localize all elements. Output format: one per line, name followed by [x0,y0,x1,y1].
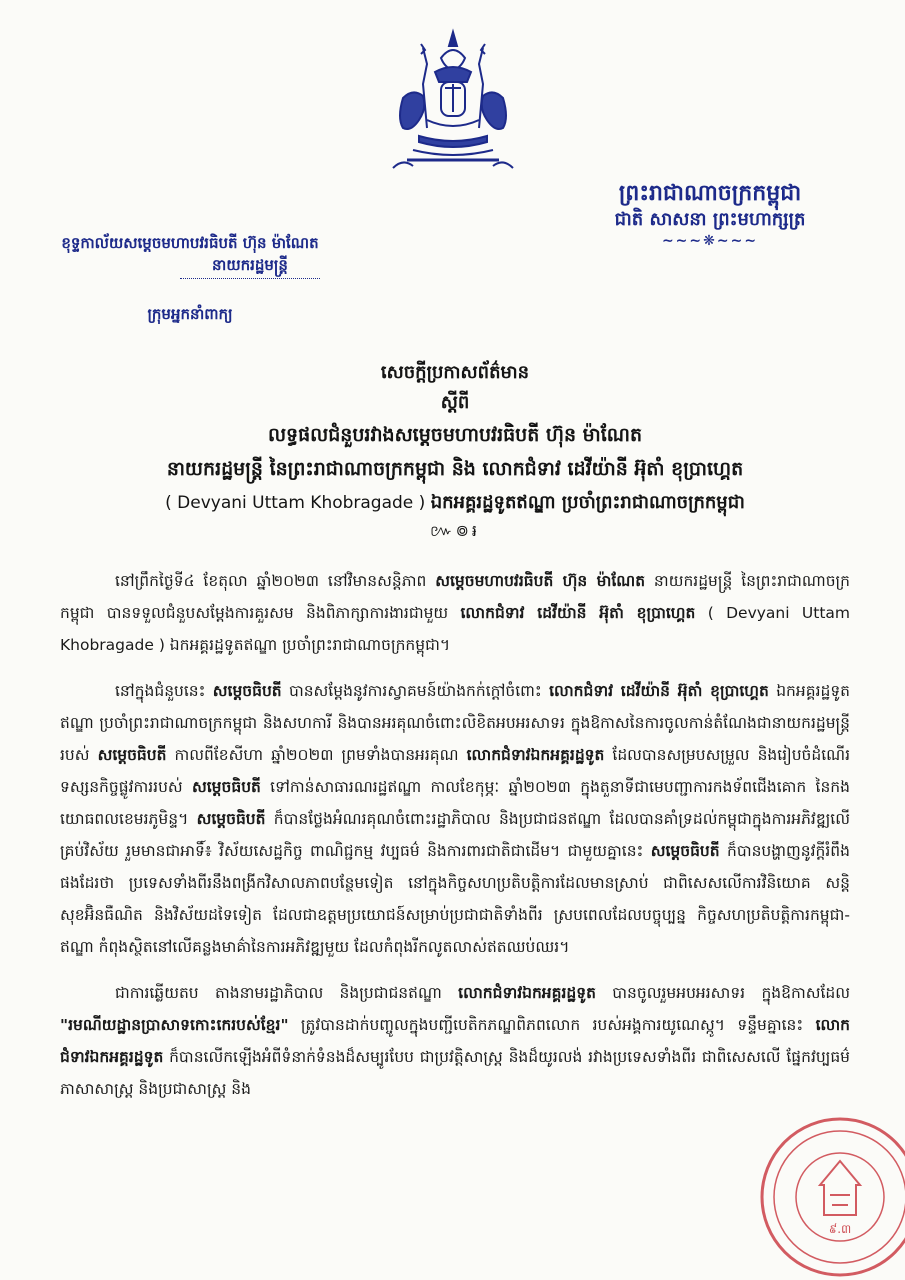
paragraph-2: នៅក្នុងជំនួបនេះ សម្តេចធិបតី បានសម្តែងនូវការស្វាគមន៍យ៉ាងកក់ក្តៅចំពោះ លោកជំទាវ ដេវីយ៉ានី អ៊ុតាំ ខុប្រាហ្គេត ឯកអគ្គរដ្ឋទូតឥណ្ឌា ប្រចាំព្រះរាជាណាចក្រកម្ពុជា និងសហការី និងបានអរគុណចំពោះលិខិតអបអរសាទរ ក្នុងឱកាសនៃការចូលកាន់តំណែងជានាយករដ្ឋមន្ត្រីរបស់ សម្តេចធិបតី កាលពីខែសីហា ឆ្នាំ២០២៣ ព្រមទាំងបានអរគុណ លោកជំទាវឯកអគ្គរដ្ឋទូត ដែលបានសម្របសម្រួល និងរៀបចំដំណើរទស្សនកិច្ចផ្លូវការរបស់ សម្តេចធិបតី ទៅកាន់សាធារណរដ្ឋឥណ្ឌា កាលខែកុម្ភៈ ឆ្នាំ២០២៣ ក្នុងតួនាទីជាមេបញ្ជាការកងទ័ពជើងគោក នៃកងយោធពលខេមរភូមិន្ទ។ សម្តេចធិបតី ក៏បានថ្លែងអំណរគុណចំពោះរដ្ឋាភិបាល និងប្រជាជនឥណ្ឌា ដែលបានគាំទ្រដល់កម្ពុជាក្នុងការអភិវឌ្ឍលើគ្រប់វិស័យ រួមមានជាអាទិ៍៖ វិស័យសេដ្ឋកិច្ច ពាណិជ្ជកម្ម វប្បធម៌ និងការពារជាតិជាដើម។ ជាមួយគ្នានេះ សម្តេចធិបតី ក៏បានបង្ហាញនូវក្តីរំពឹងផងដែរថា ប្រទេសទាំងពីរនឹងពង្រីកវិសាលភាពបន្ថែមទៀត នៅក្នុងកិច្ចសហប្រតិបត្តិការដែលមានស្រាប់ ជាពិសេសលើការវិនិយោគ សន្តិសុខអ៊ិនធឺណិត និងវិស័យដទៃទៀត ដែលជាឧត្តមប្រយោជន៍សម្រាប់ប្រជាជាតិទាំងពីរ ស្របពេលដែលបច្ចុប្បន្ន កិច្ចសហប្រតិបត្តិការកម្ពុជា-ឥណ្ឌា កំពុងស្ថិតនៅលើគន្លងមាគ៌ានៃការអភិវឌ្ឍមួយ ដែលកំពុងរីកលូតលាស់ឥតឈប់ឈរ។ [60,682,851,956]
paragraph-3: ជាការឆ្លើយតប តាងនាមរដ្ឋាភិបាល និងប្រជាជនឥណ្ឌា លោកជំទាវឯកអគ្គរដ្ឋទូត បានចូលរួមអបអរសាទរ ក្នុងឱកាសដែល "រមណីយដ្ឋានប្រាសាទកោះកេរបស់ខ្មែរ" ត្រូវបានដាក់បញ្ចូលក្នុងបញ្ជីបេតិកភណ្ឌពិភពលោក របស់អង្គការយូណេស្កូ។ ទន្ទឹមគ្នានេះ លោកជំទាវឯកអគ្គរដ្ឋទូត ក៏បានលើកឡើងអំពីទំនាក់ទំនងដ៏សម្បូរបែប ជាប្រវត្តិសាស្ត្រ និងដ៏យូរលង់ រវាងប្រទេសទាំងពីរ ជាពិសេសលើ ផ្នែកវប្បធម៌ ភាសាសាស្ត្រ និងប្រជាសាស្ត្រ និង [60,984,851,1098]
spokesperson-unit: ក្រុមអ្នកនាំពាក្យ [147,305,233,323]
kingdom-header [560,180,860,248]
title-subject-line1: លទ្ធផលជំនួបរវាងសម្តេចមហាបវរធិបតី ហ៊ុន ម៉ាណែត [267,424,643,446]
office-name: ខុទ្ទកាល័យសម្តេចមហាបវរធិបតី ហ៊ុន ម៉ាណែត [61,234,319,252]
national-motto: ជាតិ សាសនា ព្រះមហាក្សត្រ [614,209,806,230]
press-release-body [60,565,850,1119]
office-title: នាយករដ្ឋមន្ត្រី [212,256,288,274]
motto-flourish-icon: ∼∼∼❋∼∼∼ [661,233,759,249]
stamp-number: ៩.៣ [828,1222,852,1236]
paragraph-1: នៅព្រឹកថ្ងៃទី៤ ខែតុលា ឆ្នាំ២០២៣ នៅវិមានសន្តិភាព សម្តេចមហាបវរធិបតី ហ៊ុន ម៉ាណែត នាយករដ្ឋមន្ត្រី នៃព្រះរាជាណាចក្រកម្ពុជា បានទទួលជំនួបសម្តែងការគួរសម និងពិភាក្សាការងារជាមួយ លោកជំទាវ ដេវីយ៉ានី អ៊ុតាំ ខុប្រាហ្គេត ( Devyani Uttam Khobragade ) ឯកអគ្គរដ្ឋទូតឥណ្ឌា ប្រចាំព្រះរាជាណាចក្រកម្ពុជា។ [60,572,850,654]
title-subject-line2: នាយករដ្ឋមន្ត្រី នៃព្រះរាជាណាចក្រកម្ពុជា និង លោកជំទាវ ដេវីយ៉ានី អ៊ុតាំ ខុប្រាហ្គេត [166,458,744,480]
press-release-title [60,358,850,542]
title-subject-line3 [60,486,850,520]
official-seal-stamp-icon [748,1105,905,1280]
royal-coat-of-arms-icon [383,28,523,178]
ambassador-position: ឯកអគ្គរដ្ឋទូតឥណ្ឌា ប្រចាំព្រះរាជាណាចក្រកម្ពុជា [430,492,745,513]
kingdom-name: ព្រះរាជាណាចក្រកម្ពុជា [618,181,802,206]
title-regarding: ស្តីពី [440,392,470,413]
issuing-office [40,232,340,325]
ambassador-latin-name: ( Devyani Uttam Khobragade ) [165,493,426,513]
office-divider [180,278,320,279]
document-type: សេចក្តីប្រកាសព័ត៌មាន [380,362,530,383]
title-ornament: ៚៙៛ [429,521,480,540]
